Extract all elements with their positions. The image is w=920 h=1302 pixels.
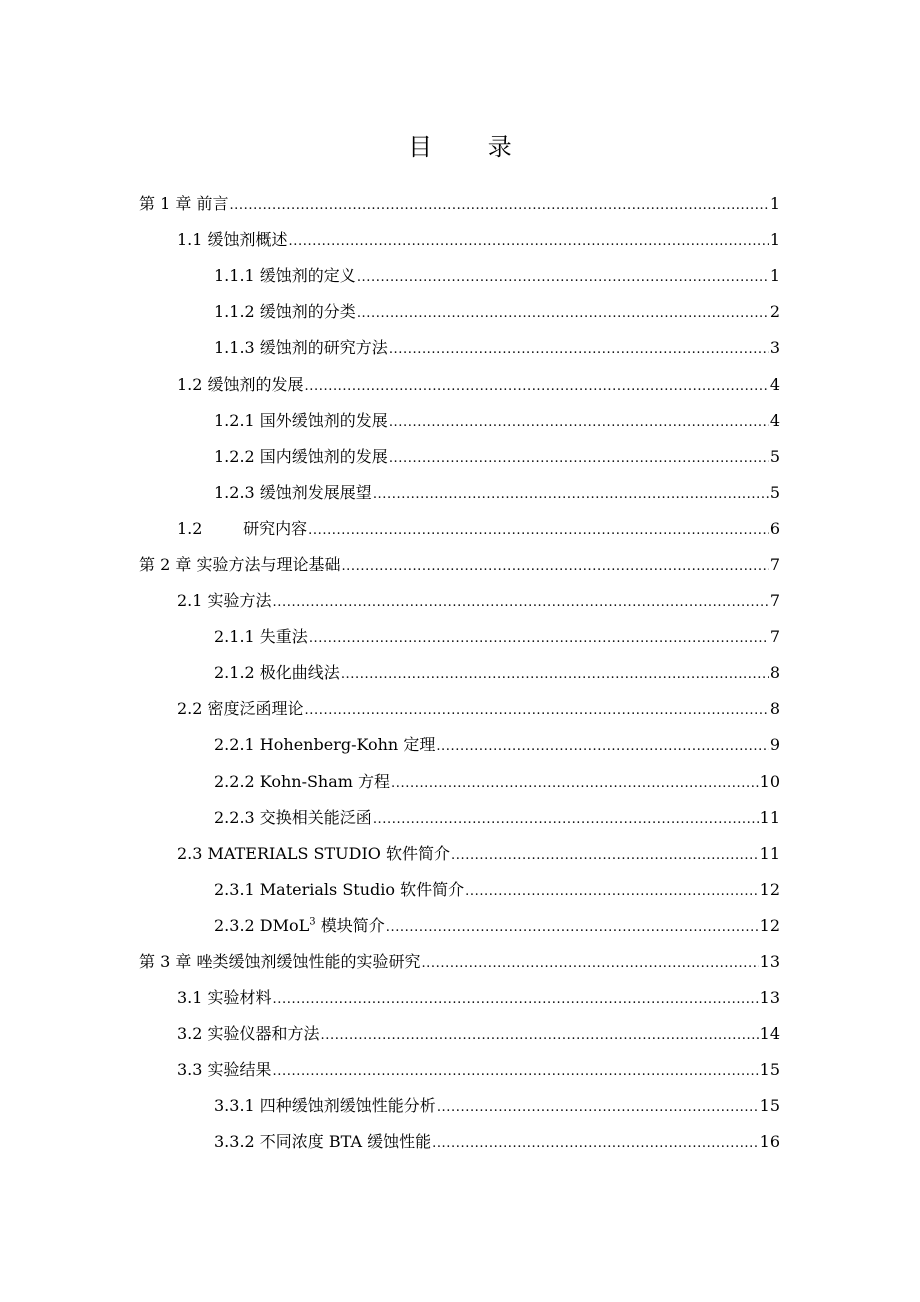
toc-page-number: 13 [759,988,780,1008]
toc-entry-label: 1.2 缓蚀剂的发展 [177,374,304,394]
toc-page-number: 6 [769,518,780,538]
toc-entry[interactable] [0,1088,920,1124]
toc-dot-leader [273,1062,759,1082]
toc-page-number: 11 [759,843,780,863]
toc-entry-label: 2.3.1 Materials Studio 软件简介 [214,879,465,899]
toc-entry[interactable] [0,800,920,836]
toc-page-number: 3 [769,338,780,358]
toc-entry[interactable] [0,330,920,366]
toc-entry-label: 1.2.3 缓蚀剂发展展望 [214,482,372,502]
toc-entry-label: 3.3.1 四种缓蚀剂缓蚀性能分析 [214,1096,436,1116]
toc-dot-leader [465,882,759,902]
toc-page-number: 9 [769,735,780,755]
toc-dot-leader [373,485,769,505]
toc-dot-leader [273,593,769,613]
toc-entry[interactable] [0,294,920,330]
toc-entry-label: 1.1.1 缓蚀剂的定义 [214,266,356,286]
toc-entry-label: 2.1 实验方法 [177,591,272,611]
toc-page-number: 1 [769,266,780,286]
toc-page-number: 12 [759,879,780,899]
toc-page-number: 15 [759,1096,780,1116]
toc-dot-leader [321,1026,759,1046]
toc-page-number: 16 [759,1132,780,1152]
toc-page-number: 1 [769,194,780,214]
superscript: 3 [309,916,316,928]
toc-entry-label: 1.2.1 国外缓蚀剂的发展 [214,410,388,430]
toc-entry-label: 第 3 章 唑类缓蚀剂缓蚀性能的实验研究 [139,952,421,972]
toc-dot-leader [305,701,769,721]
toc-page-number: 8 [769,663,780,683]
toc-dot-leader [421,954,758,974]
toc-dot-leader [436,737,768,757]
toc-entry-label: 3.3.2 不同浓度 BTA 缓蚀性能 [214,1132,432,1152]
toc-entry[interactable] [0,872,920,908]
toc-page-number: 12 [759,915,780,935]
toc-entry-label: 2.1.2 极化曲线法 [214,663,340,683]
toc-entry-label: 2.2.1 Hohenberg-Kohn 定理 [214,735,436,755]
toc-entry-label [214,916,385,936]
toc-entry[interactable] [0,222,920,258]
toc-entry[interactable] [0,475,920,511]
toc-dot-leader [341,665,769,685]
toc-entry-label: 2.2 密度泛函理论 [177,699,304,719]
toc-dot-leader [389,340,769,360]
toc-page-number: 7 [769,591,780,611]
toc-entry-label: 第 2 章 实验方法与理论基础 [139,554,341,574]
toc-entry-label: 3.1 实验材料 [177,988,272,1008]
toc-dot-leader [373,810,759,830]
toc-dot-leader [357,304,769,324]
toc-entry[interactable] [0,583,920,619]
toc-page-number: 1 [769,230,780,250]
toc-entry[interactable] [0,1052,920,1088]
toc-page-number: 11 [759,807,780,827]
toc-dot-leader [341,557,768,577]
toc-page-number: 4 [769,410,780,430]
toc-entry[interactable] [0,1016,920,1052]
toc-dot-leader [389,449,769,469]
toc-entry-label: 2.1.1 失重法 [214,627,308,647]
toc-entry-label: 2.2.3 交换相关能泛函 [214,807,372,827]
toc-entry[interactable] [0,403,920,439]
toc-entry[interactable] [0,186,920,222]
toc-entry-label-suffix: 模块简介 [315,915,385,935]
toc-dot-leader [273,990,759,1010]
toc-dot-leader [289,232,769,252]
toc-entry-label: 2.2.2 Kohn-Sham 方程 [214,771,391,791]
toc-dot-leader [386,918,759,938]
toc-dot-leader [229,196,768,216]
toc-entry-label: 1.2.2 国内缓蚀剂的发展 [214,446,388,466]
toc-entry[interactable] [0,727,920,763]
toc-page-number: 2 [769,302,780,322]
toc-dot-leader [389,413,769,433]
toc-page-number: 7 [769,627,780,647]
toc-entry-label: 2.3 MATERIALS STUDIO 软件简介 [177,843,451,863]
toc-page-number: 8 [769,699,780,719]
toc-entry-label: 第 1 章 前言 [139,194,229,214]
page-title: 目 录 [408,133,536,161]
toc-dot-leader [305,377,769,397]
toc-page-number: 5 [769,482,780,502]
toc-page-number: 15 [759,1060,780,1080]
toc-entry[interactable] [0,619,920,655]
toc-page-number: 7 [769,554,780,574]
toc-entry-label: 1.1.3 缓蚀剂的研究方法 [214,338,388,358]
toc-entry-label: 1.2 研究内容 [177,518,308,538]
toc-dot-leader [309,629,769,649]
toc-entry-label: 3.2 实验仪器和方法 [177,1024,320,1044]
toc-entry[interactable] [0,439,920,475]
toc-entry[interactable] [0,980,920,1016]
toc-dot-leader [391,774,759,794]
toc-dot-leader [451,846,759,866]
toc-page-number: 13 [759,952,780,972]
toc-dot-leader [437,1098,759,1118]
toc-entry[interactable] [0,547,920,583]
toc-dot-leader [432,1134,759,1154]
toc-entry[interactable] [0,366,920,402]
toc-entry[interactable] [0,691,920,727]
toc-entry[interactable] [0,1124,920,1160]
toc-entry[interactable] [0,764,920,800]
toc-entry[interactable] [0,511,920,547]
toc-entry[interactable] [0,908,920,944]
toc-entry[interactable] [0,655,920,691]
toc-dot-leader [357,268,769,288]
toc-entry-label: 1.1.2 缓蚀剂的分类 [214,302,356,322]
toc-page-number: 5 [769,446,780,466]
toc-entry[interactable] [0,258,920,294]
table-of-contents [0,186,920,1161]
toc-page-number: 10 [759,771,780,791]
toc-page-number: 14 [759,1024,780,1044]
toc-entry[interactable] [0,944,920,980]
toc-entry-label-main: 2.3.2 DMoL [214,915,310,935]
toc-entry-label: 3.3 实验结果 [177,1060,272,1080]
toc-dot-leader [308,521,769,541]
toc-entry-label: 1.1 缓蚀剂概述 [177,230,288,250]
toc-entry[interactable] [0,836,920,872]
toc-page-number: 4 [769,374,780,394]
